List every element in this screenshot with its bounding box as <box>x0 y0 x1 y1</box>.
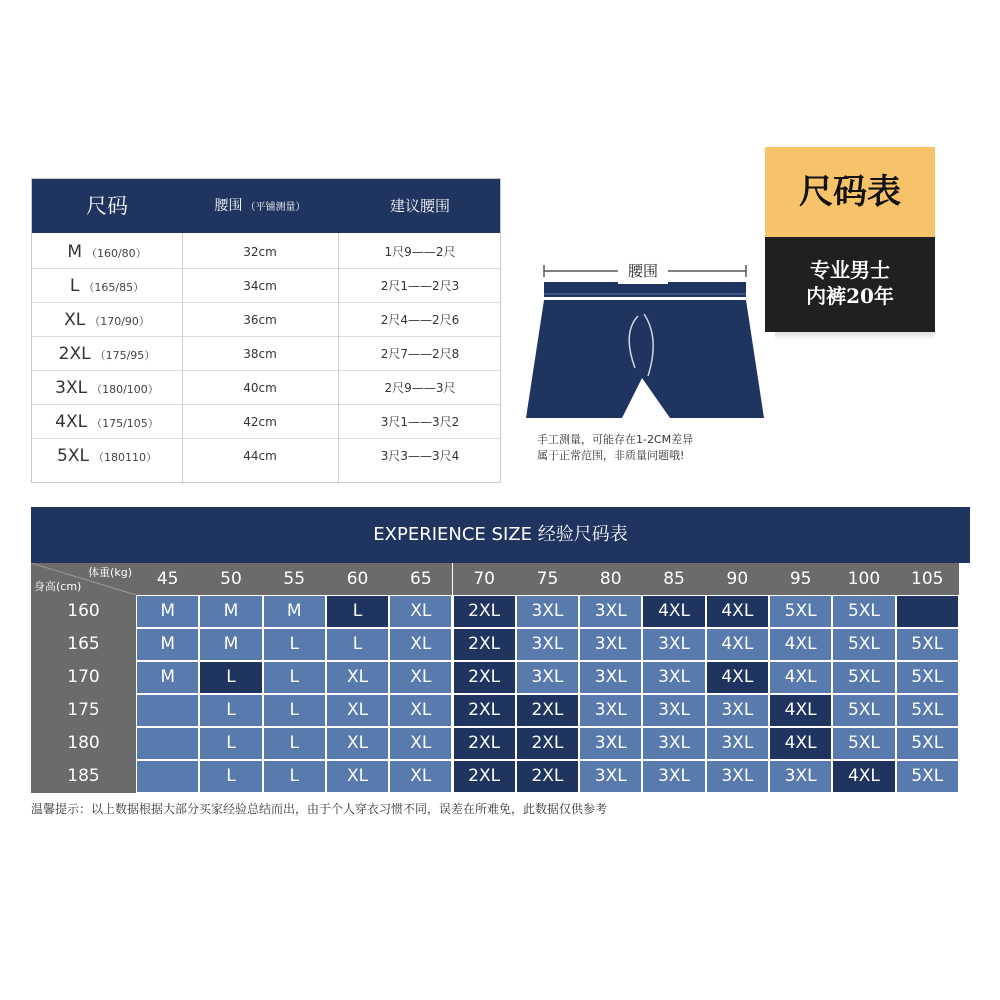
waist-cell: 32cm <box>243 245 277 259</box>
size-ref: （170/90） <box>89 315 150 328</box>
size-label: 2XL <box>58 344 91 364</box>
weight-header: 75 <box>516 563 579 595</box>
corner-height-label: 身高(cm) <box>34 580 82 593</box>
height-header: 160 <box>31 595 136 628</box>
recommended-cell: 3尺1——3尺2 <box>380 415 460 429</box>
size-recommendation-cell: M <box>137 596 198 627</box>
size-recommendation-cell <box>137 695 198 726</box>
size-recommendation-cell: 3XL <box>643 728 704 759</box>
size-recommendation-cell: 5XL <box>897 629 958 660</box>
weight-header: 95 <box>769 563 832 595</box>
size-recommendation-cell: L <box>327 629 388 660</box>
size-recommendation-cell: L <box>200 761 261 792</box>
size-ref: （175/105） <box>91 417 159 430</box>
size-recommendation-cell: 2XL <box>454 596 515 627</box>
size-cell <box>32 337 182 371</box>
size-recommendation-cell: 5XL <box>833 596 894 627</box>
size-recommendation-cell: 2XL <box>454 662 515 693</box>
size-recommendation-cell <box>897 596 958 627</box>
size-label: M <box>67 242 82 262</box>
size-recommendation-cell: 2XL <box>454 629 515 660</box>
size-recommendation-cell: 2XL <box>454 761 515 792</box>
size-recommendation-cell: XL <box>390 662 451 693</box>
weight-header: 55 <box>263 563 326 595</box>
weight-header: 100 <box>832 563 895 595</box>
size-row <box>32 439 500 473</box>
size-recommendation-cell: 3XL <box>770 761 831 792</box>
row-divider <box>32 336 500 337</box>
size-recommendation-cell: XL <box>390 629 451 660</box>
waist-cell: 38cm <box>243 347 277 361</box>
size-recommendation-cell <box>137 761 198 792</box>
size-recommendation-cell: 3XL <box>517 596 578 627</box>
size-recommendation-cell: 5XL <box>833 728 894 759</box>
size-recommendation-cell: 4XL <box>643 596 704 627</box>
size-recommendation-cell: 3XL <box>643 629 704 660</box>
size-recommendation-cell: 3XL <box>517 662 578 693</box>
corner-weight-label: 体重(kg) <box>88 566 132 579</box>
row-divider <box>32 370 500 371</box>
waist-cell: 44cm <box>243 449 277 463</box>
weight-header: 60 <box>326 563 389 595</box>
size-ref: （180110） <box>92 451 157 464</box>
size-recommendation-cell: XL <box>327 761 388 792</box>
size-recommendation-cell: M <box>137 629 198 660</box>
size-recommendation-cell: L <box>200 695 261 726</box>
size-row <box>32 235 500 269</box>
size-recommendation-cell: 5XL <box>897 728 958 759</box>
height-header: 165 <box>31 628 136 661</box>
size-table <box>31 178 501 483</box>
waist-cell: 34cm <box>243 279 277 293</box>
weight-header: 70 <box>453 563 516 595</box>
recommended-cell: 1尺9——2尺 <box>384 245 456 259</box>
row-divider <box>32 268 500 269</box>
recommended-cell: 2尺7——2尺8 <box>380 347 460 361</box>
height-header: 180 <box>31 727 136 760</box>
size-cell <box>32 269 182 303</box>
size-recommendation-cell: 3XL <box>580 761 641 792</box>
size-recommendation-cell: L <box>264 728 325 759</box>
recommended-cell: 3尺3——3尺4 <box>380 449 460 463</box>
note-line-1: 手工测量，可能存在1-2CM差异 <box>537 433 694 446</box>
size-recommendation-cell: 2XL <box>517 761 578 792</box>
weight-header: 80 <box>579 563 642 595</box>
footnote: 温馨提示：以上数据根据大部分买家经验总结而出，由于个人穿衣习惯不同，误差在所难免，此数据仅供参考 <box>31 802 608 816</box>
size-recommendation-cell: 3XL <box>643 761 704 792</box>
waist-cell: 42cm <box>243 415 277 429</box>
size-recommendation-cell: L <box>264 662 325 693</box>
row-divider <box>32 302 500 303</box>
weight-header: 65 <box>389 563 452 595</box>
size-row <box>32 405 500 439</box>
header-waist-note: （平铺测量） <box>245 202 306 213</box>
size-recommendation-cell: 4XL <box>833 761 894 792</box>
size-recommendation-cell: 3XL <box>580 662 641 693</box>
size-label: 5XL <box>57 446 89 466</box>
size-cell <box>32 439 182 473</box>
size-table-header <box>32 179 500 233</box>
size-recommendation-cell: 3XL <box>517 629 578 660</box>
size-recommendation-cell: XL <box>327 728 388 759</box>
title-card-shadow <box>775 332 935 340</box>
size-chart-title: 尺码表 <box>765 147 935 237</box>
size-recommendation-cell: 3XL <box>580 596 641 627</box>
size-cell <box>32 405 182 439</box>
size-ref: （180/100） <box>91 383 159 396</box>
note-line-2: 属于正常范围，非质量问题哦! <box>537 449 685 462</box>
size-recommendation-cell: 3XL <box>580 695 641 726</box>
height-header: 170 <box>31 661 136 694</box>
column-divider <box>338 233 339 484</box>
header-waist <box>182 179 338 233</box>
size-recommendation-cell: 3XL <box>643 662 704 693</box>
size-recommendation-cell: 2XL <box>454 695 515 726</box>
size-recommendation-cell: L <box>264 695 325 726</box>
size-row <box>32 337 500 371</box>
recommended-cell: 2尺4——2尺6 <box>380 313 460 327</box>
weight-header: 105 <box>896 563 959 595</box>
header-waist-label: 腰围 <box>214 198 243 214</box>
size-recommendation-cell: XL <box>327 662 388 693</box>
size-cell <box>32 371 182 405</box>
size-recommendation-cell: XL <box>390 695 451 726</box>
size-recommendation-cell: 5XL <box>833 629 894 660</box>
size-label: XL <box>64 310 86 330</box>
size-recommendation-cell: 4XL <box>770 629 831 660</box>
size-recommendation-cell: L <box>200 728 261 759</box>
slogan-line-2: 内裤20年 <box>806 284 894 308</box>
waist-cell: 36cm <box>243 313 277 327</box>
size-recommendation-cell: 3XL <box>707 728 768 759</box>
size-recommendation-cell: 5XL <box>770 596 831 627</box>
brand-slogan <box>765 237 935 332</box>
size-recommendation-cell: L <box>200 662 261 693</box>
size-recommendation-cell: 4XL <box>770 662 831 693</box>
weight-header: 45 <box>136 563 199 595</box>
size-cell <box>32 235 182 269</box>
size-recommendation-cell: 3XL <box>643 695 704 726</box>
size-label: L <box>69 276 80 296</box>
size-recommendation-cell: 5XL <box>897 761 958 792</box>
size-recommendation-cell: L <box>264 761 325 792</box>
size-recommendation-cell: 4XL <box>707 662 768 693</box>
size-recommendation-cell: L <box>264 629 325 660</box>
measurement-note <box>537 432 777 464</box>
grid-corner <box>31 563 136 595</box>
row-divider <box>32 404 500 405</box>
size-recommendation-cell: L <box>327 596 388 627</box>
size-label: 4XL <box>55 412 88 432</box>
weight-header: 85 <box>642 563 705 595</box>
size-recommendation-cell <box>137 728 198 759</box>
recommended-cell: 2尺9——3尺 <box>384 381 456 395</box>
size-recommendation-cell: 2XL <box>517 695 578 726</box>
size-recommendation-cell: XL <box>327 695 388 726</box>
size-recommendation-cell: M <box>137 662 198 693</box>
size-recommendation-cell: 4XL <box>707 596 768 627</box>
header-size: 尺码 <box>86 194 128 218</box>
size-recommendation-cell: XL <box>390 761 451 792</box>
row-divider <box>32 438 500 439</box>
experience-title: EXPERIENCE SIZE 经验尺码表 <box>31 507 970 563</box>
header-recommended: 建议腰围 <box>389 197 450 215</box>
recommended-cell: 2尺1——2尺3 <box>380 279 460 293</box>
size-label: 3XL <box>55 378 88 398</box>
size-recommendation-cell: 3XL <box>580 629 641 660</box>
size-ref: （160/80） <box>85 247 147 260</box>
waist-label: 腰围 <box>618 258 668 284</box>
height-header: 185 <box>31 760 136 793</box>
size-recommendation-cell: 4XL <box>770 695 831 726</box>
size-recommendation-cell: 5XL <box>833 662 894 693</box>
weight-header: 50 <box>199 563 262 595</box>
size-recommendation-cell: M <box>200 629 261 660</box>
size-recommendation-cell: M <box>264 596 325 627</box>
size-recommendation-cell: 2XL <box>454 728 515 759</box>
size-recommendation-cell: 4XL <box>707 629 768 660</box>
slogan-line-1: 专业男士 <box>810 258 890 282</box>
size-row <box>32 269 500 303</box>
height-header: 175 <box>31 694 136 727</box>
size-recommendation-cell: 5XL <box>833 695 894 726</box>
size-recommendation-cell: 5XL <box>897 695 958 726</box>
size-recommendation-cell: 3XL <box>707 761 768 792</box>
title-card <box>765 147 935 332</box>
size-recommendation-cell: XL <box>390 728 451 759</box>
size-recommendation-cell: 5XL <box>897 662 958 693</box>
weight-header: 90 <box>706 563 769 595</box>
size-recommendation-cell: M <box>200 596 261 627</box>
size-recommendation-cell: 2XL <box>517 728 578 759</box>
column-divider <box>182 233 183 484</box>
size-recommendation-cell: 4XL <box>770 728 831 759</box>
size-recommendation-cell: XL <box>390 596 451 627</box>
size-row <box>32 303 500 337</box>
size-recommendation-cell: 3XL <box>707 695 768 726</box>
waist-cell: 40cm <box>243 381 277 395</box>
size-recommendation-cell: 3XL <box>580 728 641 759</box>
size-row <box>32 371 500 405</box>
size-ref: （165/85） <box>83 281 145 294</box>
size-ref: （175/95） <box>94 349 156 362</box>
size-cell <box>32 303 182 337</box>
